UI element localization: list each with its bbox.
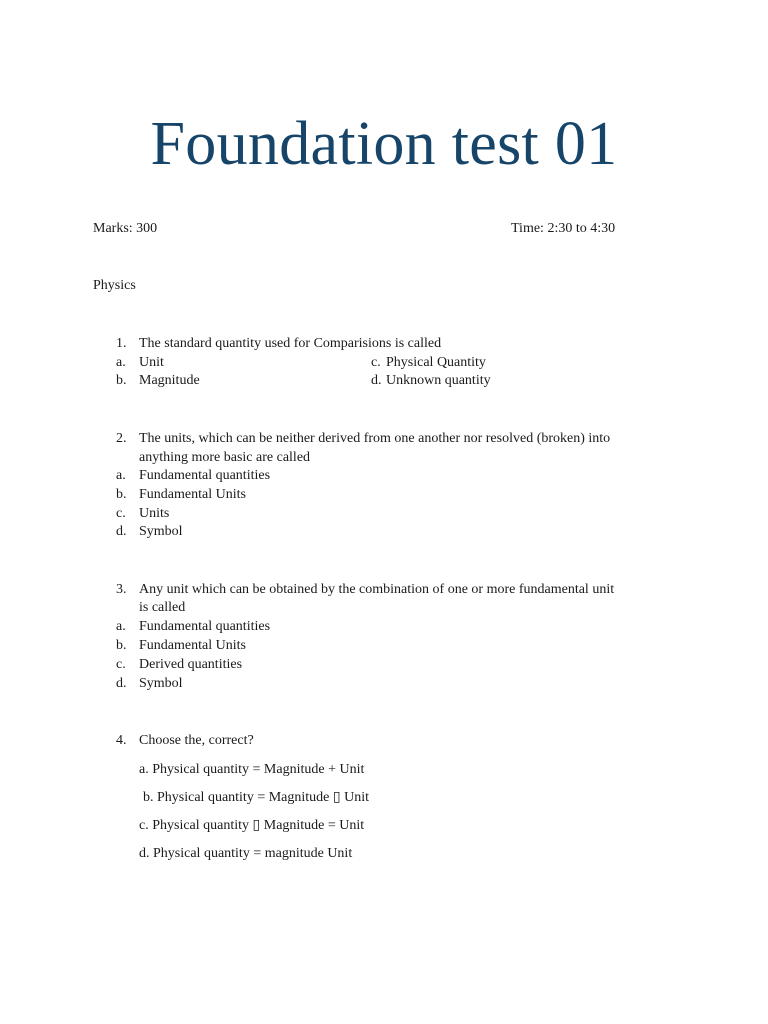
question-text-continued: is called [139, 600, 186, 615]
option-letter: b. [116, 373, 127, 388]
option-text: Magnitude [139, 373, 200, 388]
option-text: Fundamental Units [139, 638, 246, 653]
option-text: Fundamental quantities [139, 468, 271, 483]
option-letter: d. [116, 676, 127, 691]
option-letter: a. [116, 619, 126, 634]
question-text: The units, which can be neither derived from one another nor resolved (broken) into [139, 431, 611, 446]
question-number: 4. [116, 733, 127, 748]
option-letter: c. [116, 657, 126, 672]
option-text: Units [139, 506, 170, 521]
option-letter: b. [116, 487, 127, 502]
option-text: Fundamental Units [139, 487, 246, 502]
option-text: Symbol [139, 676, 183, 691]
option-text: a. Physical quantity = Magnitude + Unit [139, 762, 365, 777]
question-text-continued: anything more basic are called [139, 450, 311, 465]
time-label: Time: 2:30 to 4:30 [511, 221, 616, 236]
option-letter: c. [116, 506, 126, 521]
section-heading: Physics [93, 278, 136, 293]
option-text: d. Physical quantity = magnitude Unit [139, 846, 353, 861]
option-text: Symbol [139, 524, 183, 539]
question-text: Any unit which can be obtained by the combination of one or more fundamental unit [139, 582, 615, 597]
option-letter: d. [116, 524, 127, 539]
option-text: c. Physical quantity ▯ Magnitude = Unit [139, 818, 365, 833]
page-title: Foundation test 01 [150, 110, 618, 178]
option-text: b. Physical quantity = Magnitude ▯ Unit [143, 790, 369, 805]
option-letter: a. [116, 468, 126, 483]
option-letter: c. [371, 355, 381, 370]
option-text: Fundamental quantities [139, 619, 271, 634]
marks-label: Marks: 300 [93, 221, 158, 236]
option-letter: d. [371, 373, 382, 388]
question-number: 1. [116, 336, 127, 351]
question-text: The standard quantity used for Comparisions is called [139, 336, 442, 351]
option-letter: a. [116, 355, 126, 370]
option-text: Unit [139, 355, 164, 370]
question-text: Choose the, correct? [139, 733, 254, 748]
question-number: 3. [116, 582, 127, 597]
option-text: Unknown quantity [386, 373, 491, 388]
option-letter: b. [116, 638, 127, 653]
option-text: Physical Quantity [386, 355, 486, 370]
question-number: 2. [116, 431, 127, 446]
option-text: Derived quantities [139, 657, 243, 672]
